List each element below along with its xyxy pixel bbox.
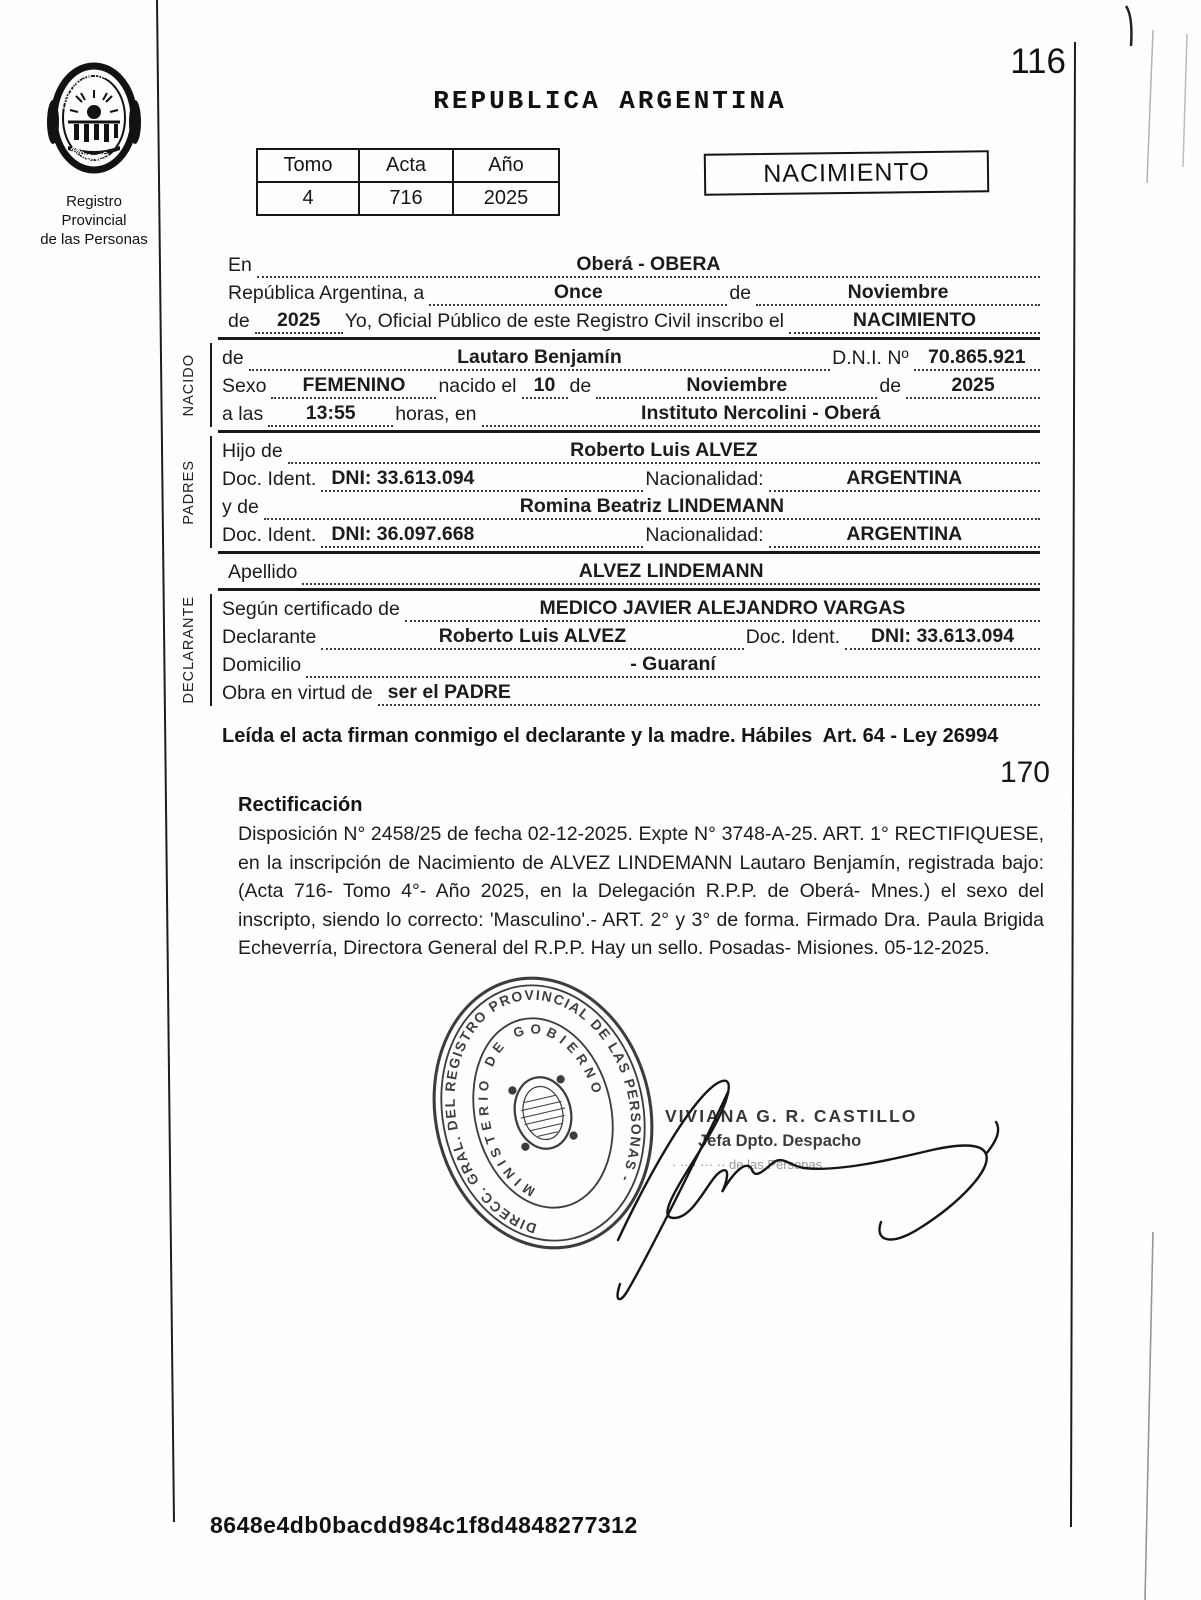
logo-caption-line1: Registro Provincial [61,193,127,229]
value-surname: ALVEZ LINDEMANN [302,561,1040,585]
label-obra-en-virtud: Obra en virtud de [222,682,373,704]
label-sexo: Sexo [222,375,267,397]
left-border-line [157,0,174,1522]
certificate-form [168,250,1040,750]
value-month-word: Noviembre [756,282,1040,306]
declarante-side-label: DECLARANTE [168,594,212,706]
form-row-en [226,250,1040,278]
form-row-address [220,650,1040,678]
form-row-mother [220,492,1040,520]
label-dni: D.N.I. Nº [832,347,909,369]
section-divider [218,551,1040,554]
section-divider [218,588,1040,591]
secondary-page-number: 170 [999,756,1050,789]
form-row-certificate [220,594,1040,622]
form-row-mother-doc [220,520,1040,548]
page-number: 116 [1010,42,1066,81]
artifact-line-3 [1145,1232,1153,1600]
value-place-registered: Oberá - OBERA [257,254,1040,278]
value-mother-nationality: ARGENTINA [769,524,1040,548]
value-mother-name: Romina Beatriz LINDEMANN [264,496,1040,520]
rectification-heading: Rectificación [238,794,363,816]
form-row-capacity [220,678,1040,706]
value-declarant-doc: DNI: 33.613.094 [845,626,1040,650]
closing-note: Leída el acta firman conmigo el declarante y la madre. Hábiles Art. 64 - Ley 26994 [222,725,999,747]
label-oficial-publico: Yo, Oficial Público de este Registro Civil inscribo el [344,310,785,332]
label-a-las: a las [222,403,264,425]
label-hijo-de: Hijo de [222,440,283,462]
value-sex: FEMENINO [271,375,436,399]
right-border-line [1071,42,1075,1527]
rectification-section [238,794,1044,963]
label-nacido-el: nacido el [438,375,517,397]
label-doc-ident: Doc. Ident. [222,468,317,490]
label-apellido: Apellido [228,561,298,583]
value-birth-month: Noviembre [596,375,877,399]
corner-mark [1126,6,1131,46]
document-title: REPUBLICA ARGENTINA [433,86,787,116]
intro-section [168,250,1040,334]
value-address: - Guaraní [306,654,1040,678]
logo-caption-line2: de las Personas [40,230,148,248]
stamp-outer-text: DIRECC. GRAL. DEL REGISTRO PROVINCIAL DE LAS PERSONAS - [441,986,645,1237]
value-child-name: Lautaro Benjamín [249,347,830,371]
value-tomo: 4 [257,182,359,215]
value-year: 2025 [255,310,343,334]
label-horas-en: horas, en [395,403,477,425]
nacido-section [168,343,1040,427]
label-nacionalidad: Nacionalidad: [645,468,764,490]
label-nacionalidad: Nacionalidad: [645,524,764,546]
falls-bars [74,124,118,142]
label-de: de [228,310,250,332]
value-father-name: Roberto Luis ALVEZ [288,440,1040,464]
value-record-type: NACIMIENTO [789,310,1040,334]
record-locator-table [256,148,560,216]
value-father-nationality: ARGENTINA [769,468,1040,492]
form-row-surname [226,557,1040,585]
header-tomo: Tomo [257,149,359,182]
record-type-box: NACIMIENTO [704,150,989,195]
value-father-doc: DNI: 33.613.094 [321,468,643,492]
form-row-sex-birthdate [220,371,1040,399]
left-figure [47,100,59,144]
label-de: de [569,375,592,397]
label-de: de [879,375,902,397]
header-acta: Acta [359,149,453,182]
label-doc-ident: Doc. Ident. [745,626,840,648]
signer-title-stamp: Jefa Dpto. Despacho [698,1132,862,1150]
value-declarant-name: Roberto Luis ALVEZ [321,626,743,650]
form-row-year-act [226,306,1040,334]
value-certifying-doctor: MEDICO JAVIER ALEJANDRO VARGAS [405,598,1040,622]
value-child-dni: 70.865.921 [914,347,1040,371]
form-row-date [226,278,1040,306]
padres-section [168,436,1040,548]
form-row-declarant [220,622,1040,650]
label-de: de [729,282,752,304]
form-row-time-place [220,399,1040,427]
signature-block [590,1032,1010,1312]
artifact-line-1 [1147,30,1153,183]
value-day-word: Once [429,282,727,306]
apellido-section [168,557,1040,585]
logo-banner-top: PROVINCIA DE [57,70,108,110]
label-domicilio: Domicilio [222,654,302,676]
value-acta: 716 [359,182,453,215]
form-row-child-name [220,343,1040,371]
value-birth-day: 10 [522,375,568,399]
value-birth-place: Instituto Nercolini - Oberá [482,403,1040,427]
record-table-value-row [257,182,559,215]
value-anio: 2025 [453,182,559,215]
section-divider [218,430,1040,433]
form-row-father-doc [220,464,1040,492]
record-table-header-row [257,149,559,182]
sun-icon [87,105,101,119]
verification-code: 8648e4db0bacdd984c1f8d4848277312 [210,1512,638,1538]
label-en: En [228,254,252,276]
signer-name-stamp: VIVIANA G. R. CASTILLO [665,1106,918,1126]
right-figure [129,100,141,144]
section-divider [218,337,1040,340]
rectification-body: Disposición N° 2458/25 de fecha 02-12-2025. Expte N° 3748-A-25. ART. 1° RECTIFIQUESE, en la inscripción de Nacimiento de ALVEZ LINDEMANN Lautaro Benjamín, registrada bajo: (Acta 716- Tomo 4°- Año 2025, en la Delegación R.P.P. de Oberá- Mnes.) el sexo del inscripto, siendo lo correcto: 'Masculino'.- ART. 2° y 3° de forma. Firmado Dra. Paula Brigida Echeverría, Directora General del R.P.P. Hay un sello. Posadas- Misiones. 05-12-2025. [238,823,1044,959]
stamp-center-crest [507,1071,580,1154]
value-mother-doc: DNI: 36.097.668 [321,524,643,548]
logo-caption [36,193,152,249]
artifact-line-2 [1183,34,1187,167]
value-birth-year: 2025 [906,375,1040,399]
form-row-father [220,436,1040,464]
label-segun-certificado: Según certificado de [222,598,400,620]
nacido-side-label: NACIDO [168,343,212,427]
value-capacity: ser el PADRE [378,682,1040,706]
misiones-provincial-emblem [42,60,146,184]
label-republica: República Argentina, a [228,282,425,304]
label-de: de [222,347,244,369]
declarante-section [168,594,1040,706]
header-anio: Año [453,149,559,182]
label-declarante: Declarante [222,626,317,648]
signer-org-stamp: · ·· · ··· ·· de las Personas [672,1157,823,1172]
logo-block [36,60,152,249]
padres-side-label: PADRES [168,436,212,548]
value-birth-time: 13:55 [268,403,393,427]
label-y-de: y de [222,496,259,518]
logo-banner-bottom: MISIONES [68,143,111,163]
label-doc-ident: Doc. Ident. [222,524,317,546]
stamp-inner-text: MINISTERIO DE GOBIERNO [475,1021,607,1200]
